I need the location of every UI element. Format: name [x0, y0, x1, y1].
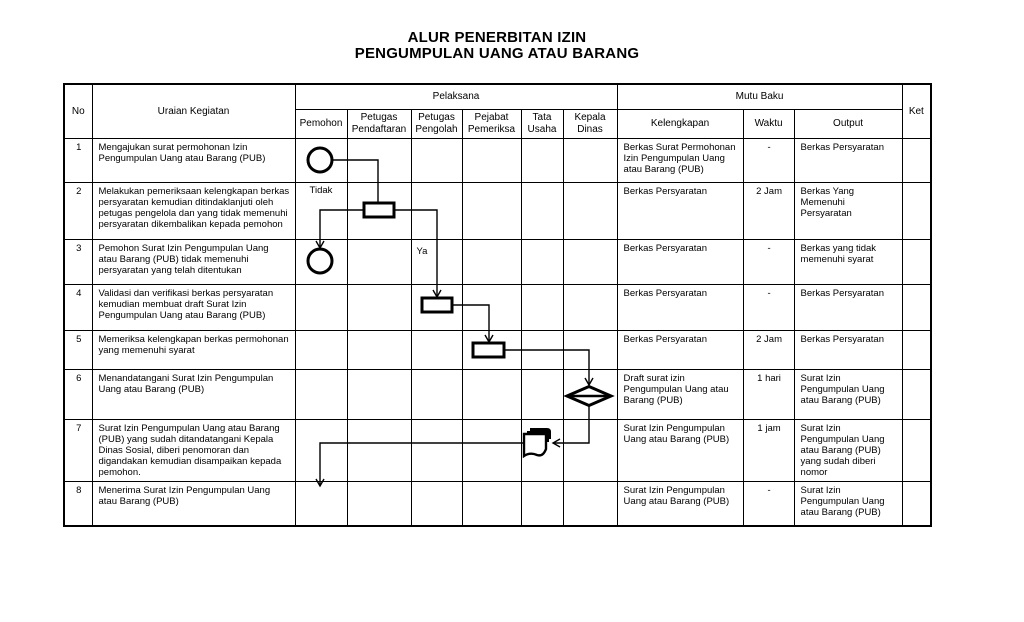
waktu-cell: -	[743, 138, 794, 182]
uraian-cell: Surat Izin Pengumpulan Uang atau Barang (PUB) yang sudah ditandatangani Kepala Dinas Sosial, diberi penomoran dan digandakan kemudian disampaikan kepada pemohon.	[92, 419, 295, 481]
row-number: 4	[64, 284, 92, 330]
flow-cell	[411, 481, 462, 526]
row-number: 8	[64, 481, 92, 526]
uraian-cell: Melakukan pemeriksaan kelengkapan berkas persyaratan kemudian ditindaklanjuti oleh petugas pengelola dan yang tidak memenuhi persyaratan dikembalikan kepada pemohon	[92, 182, 295, 239]
flow-cell	[521, 138, 563, 182]
table-row	[64, 369, 931, 419]
flow-cell	[462, 481, 521, 526]
col-header-pejabat-pemeriksa: Pejabat Pemeriksa	[462, 109, 521, 138]
table-row	[64, 284, 931, 330]
waktu-cell: -	[743, 284, 794, 330]
flow-cell	[462, 138, 521, 182]
flow-cell	[521, 419, 563, 481]
flow-cell	[563, 369, 617, 419]
row-number: 1	[64, 138, 92, 182]
kelengkapan-cell: Berkas Persyaratan	[617, 330, 743, 369]
table-row	[64, 239, 931, 284]
flow-cell	[411, 284, 462, 330]
waktu-cell: 1 hari	[743, 369, 794, 419]
output-cell: Berkas Persyaratan	[794, 284, 902, 330]
flow-cell	[462, 239, 521, 284]
flow-cell	[563, 330, 617, 369]
col-header-pemohon: Pemohon	[295, 109, 347, 138]
kelengkapan-cell: Draft surat izin Pengumpulan Uang atau Barang (PUB)	[617, 369, 743, 419]
row-number: 7	[64, 419, 92, 481]
flow-cell	[347, 481, 411, 526]
flow-cell	[295, 239, 347, 284]
flow-cell	[521, 330, 563, 369]
branch-label-tidak: Tidak	[309, 185, 333, 196]
flow-cell	[347, 284, 411, 330]
flow-cell	[521, 239, 563, 284]
uraian-cell: Pemohon Surat Izin Pengumpulan Uang atau Barang (PUB) tidak memenuhi persyaratan yang telah ditentukan	[92, 239, 295, 284]
output-cell: Berkas yang tidak memenuhi syarat	[794, 239, 902, 284]
flow-cell	[411, 419, 462, 481]
output-cell: Surat Izin Pengumpulan Uang atau Barang (PUB) yang sudah diberi nomor	[794, 419, 902, 481]
col-header-petugas-pendaftaran: Petugas Pendaftaran	[347, 109, 411, 138]
col-header-tata-usaha: Tata Usaha	[521, 109, 563, 138]
flow-cell	[462, 419, 521, 481]
flow-cell	[521, 182, 563, 239]
flow-cell	[411, 182, 462, 239]
page-title-line1: ALUR PENERBITAN IZIN	[407, 29, 587, 46]
table-row	[64, 330, 931, 369]
flow-cell	[563, 284, 617, 330]
col-header-waktu: Waktu	[743, 109, 794, 138]
table-row	[64, 419, 931, 481]
ket-cell	[902, 182, 931, 239]
output-cell: Berkas Yang Memenuhi Persyaratan	[794, 182, 902, 239]
flow-cell	[295, 369, 347, 419]
col-header-uraian-kegiatan: Uraian Kegiatan	[92, 84, 295, 138]
flow-cell	[347, 330, 411, 369]
flow-cell	[521, 284, 563, 330]
header-row-main	[64, 84, 931, 109]
uraian-cell: Mengajukan surat permohonan Izin Pengumpulan Uang atau Barang (PUB)	[92, 138, 295, 182]
row-number: 3	[64, 239, 92, 284]
flow-cell	[563, 419, 617, 481]
flow-cell	[295, 419, 347, 481]
kelengkapan-cell: Surat Izin Pengumpulan Uang atau Barang (PUB)	[617, 481, 743, 526]
output-cell: Berkas Persyaratan	[794, 138, 902, 182]
flow-cell	[462, 284, 521, 330]
flow-cell	[295, 138, 347, 182]
row-number: 2	[64, 182, 92, 239]
col-header-petugas-pengolah: Petugas Pengolah	[411, 109, 462, 138]
output-cell: Surat Izin Pengumpulan Uang atau Barang (PUB)	[794, 481, 902, 526]
flow-cell	[462, 182, 521, 239]
col-header-mutu-baku: Mutu Baku	[617, 84, 902, 109]
table-row	[64, 138, 931, 182]
page-title	[63, 30, 931, 62]
col-header-ket: Ket	[902, 84, 931, 138]
ket-cell	[902, 419, 931, 481]
kelengkapan-cell: Berkas Surat Permohonan Izin Pengumpulan Uang atau Barang (PUB)	[617, 138, 743, 182]
output-cell: Surat Izin Pengumpulan Uang atau Barang (PUB)	[794, 369, 902, 419]
branch-label-ya: Ya	[416, 246, 428, 257]
output-cell: Berkas Persyaratan	[794, 330, 902, 369]
ket-cell	[902, 284, 931, 330]
flow-cell	[563, 182, 617, 239]
flow-cell	[295, 284, 347, 330]
kelengkapan-cell: Berkas Persyaratan	[617, 182, 743, 239]
uraian-cell: Menandatangani Surat Izin Pengumpulan Uang atau Barang (PUB)	[92, 369, 295, 419]
flow-cell	[347, 239, 411, 284]
flow-cell	[347, 419, 411, 481]
col-header-output: Output	[794, 109, 902, 138]
flow-cell	[521, 481, 563, 526]
flow-cell	[347, 138, 411, 182]
flow-cell	[521, 369, 563, 419]
uraian-cell: Validasi dan verifikasi berkas persyaratan kemudian membuat draft Surat Izin Pengumpulan Uang atau Barang (PUB)	[92, 284, 295, 330]
sop-table	[63, 83, 932, 527]
table-row	[64, 481, 931, 526]
col-header-pelaksana: Pelaksana	[295, 84, 617, 109]
flow-cell	[462, 330, 521, 369]
waktu-cell: 2 Jam	[743, 182, 794, 239]
waktu-cell: 2 Jam	[743, 330, 794, 369]
table-row	[64, 182, 931, 239]
flow-cell	[411, 369, 462, 419]
flow-cell	[563, 138, 617, 182]
row-number: 5	[64, 330, 92, 369]
ket-cell	[902, 138, 931, 182]
flow-cell	[411, 330, 462, 369]
page-title-line2: PENGUMPULAN UANG ATAU BARANG	[354, 45, 640, 62]
flow-cell	[295, 330, 347, 369]
flow-cell	[295, 481, 347, 526]
waktu-cell: -	[743, 481, 794, 526]
row-number: 6	[64, 369, 92, 419]
flow-cell	[347, 369, 411, 419]
ket-cell	[902, 481, 931, 526]
col-header-no: No	[64, 84, 92, 138]
waktu-cell: -	[743, 239, 794, 284]
kelengkapan-cell: Berkas Persyaratan	[617, 239, 743, 284]
col-header-kepala-dinas: Kepala Dinas	[563, 109, 617, 138]
flow-cell	[347, 182, 411, 239]
flow-cell	[411, 138, 462, 182]
col-header-kelengkapan: Kelengkapan	[617, 109, 743, 138]
flow-cell	[563, 481, 617, 526]
ket-cell	[902, 330, 931, 369]
kelengkapan-cell: Berkas Persyaratan	[617, 284, 743, 330]
ket-cell	[902, 369, 931, 419]
ket-cell	[902, 239, 931, 284]
uraian-cell: Menerima Surat Izin Pengumpulan Uang atau Barang (PUB)	[92, 481, 295, 526]
flow-cell	[563, 239, 617, 284]
flow-cell	[462, 369, 521, 419]
uraian-cell: Memeriksa kelengkapan berkas permohonan yang memenuhi syarat	[92, 330, 295, 369]
waktu-cell: 1 jam	[743, 419, 794, 481]
kelengkapan-cell: Surat Izin Pengumpulan Uang atau Barang (PUB)	[617, 419, 743, 481]
